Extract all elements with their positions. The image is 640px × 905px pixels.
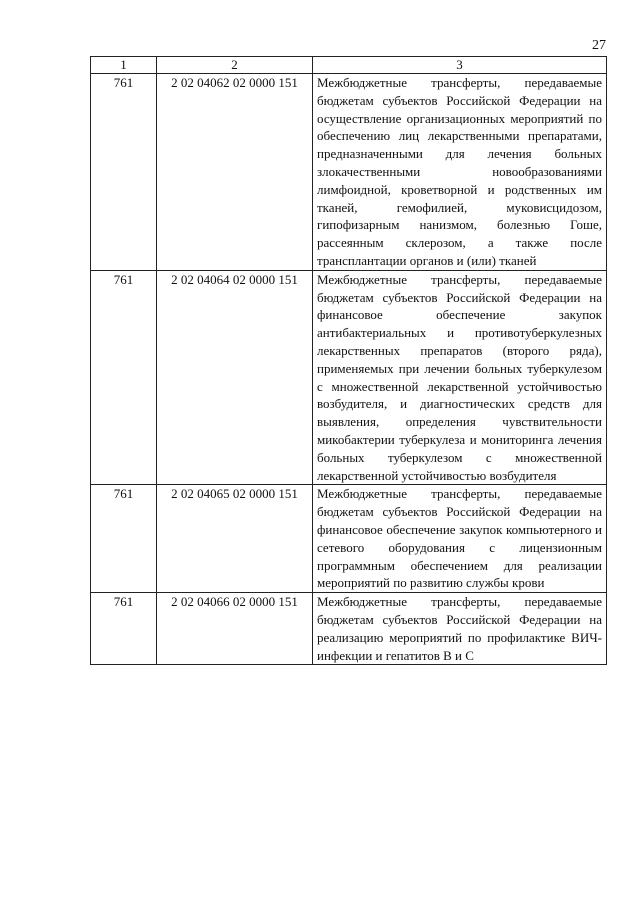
budget-code-cell: 2 02 04064 02 0000 151 (157, 270, 313, 485)
column-header-2: 2 (157, 57, 313, 74)
budget-code-cell: 2 02 04065 02 0000 151 (157, 485, 313, 593)
description-cell: Межбюджетные трансферты, передаваемые бюджетам субъектов Российской Федерации на финансовое обеспечение закупок антибактериальных и противотуберкулезных лекарственных препаратов (второго ряда), применяемых при лечении больных туберкулезом с множественной лекарственной устойчивостью возбудителя, и диагностических средств для выявления, определения чувствительности микобактерии туберкулеза и мониторинга лечения больных туберкулезом с множественной лекарственной устойчивостью возбудителя (313, 270, 607, 485)
table-row (91, 593, 607, 665)
page-number: 27 (592, 38, 606, 53)
administrator-code-cell: 761 (91, 593, 157, 665)
administrator-code-cell: 761 (91, 74, 157, 271)
description-cell: Межбюджетные трансферты, передаваемые бюджетам субъектов Российской Федерации на осуществление организационных мероприятий по обеспечению лиц лекарственными препаратами, предназначенными для лечения больных злокачественными новообразованиями лимфоидной, кроветворной и родственных им тканей, гемофилией, муковисцидозом, гипофизарным нанизмом, болезнью Гоше, рассеянным склерозом, а также после трансплантации органов и (или) тканей (313, 74, 607, 271)
column-header-3: 3 (313, 57, 607, 74)
description-cell: Межбюджетные трансферты, передаваемые бюджетам субъектов Российской Федерации на финансовое обеспечение закупок компьютерного и сетевого оборудования с лицензионным программным обеспечением для реализации мероприятий по развитию службы крови (313, 485, 607, 593)
table-row (91, 74, 607, 271)
budget-code-cell: 2 02 04066 02 0000 151 (157, 593, 313, 665)
description-cell: Межбюджетные трансферты, передаваемые бюджетам субъектов Российской Федерации на реализацию мероприятий по профилактике ВИЧ-инфекции и гепатитов В и С (313, 593, 607, 665)
administrator-code-cell: 761 (91, 485, 157, 593)
administrator-code-cell: 761 (91, 270, 157, 485)
table-row (91, 485, 607, 593)
column-header-1: 1 (91, 57, 157, 74)
budget-code-cell: 2 02 04062 02 0000 151 (157, 74, 313, 271)
table-row (91, 270, 607, 485)
table-header-row (91, 57, 607, 74)
budget-classification-table (90, 56, 607, 665)
